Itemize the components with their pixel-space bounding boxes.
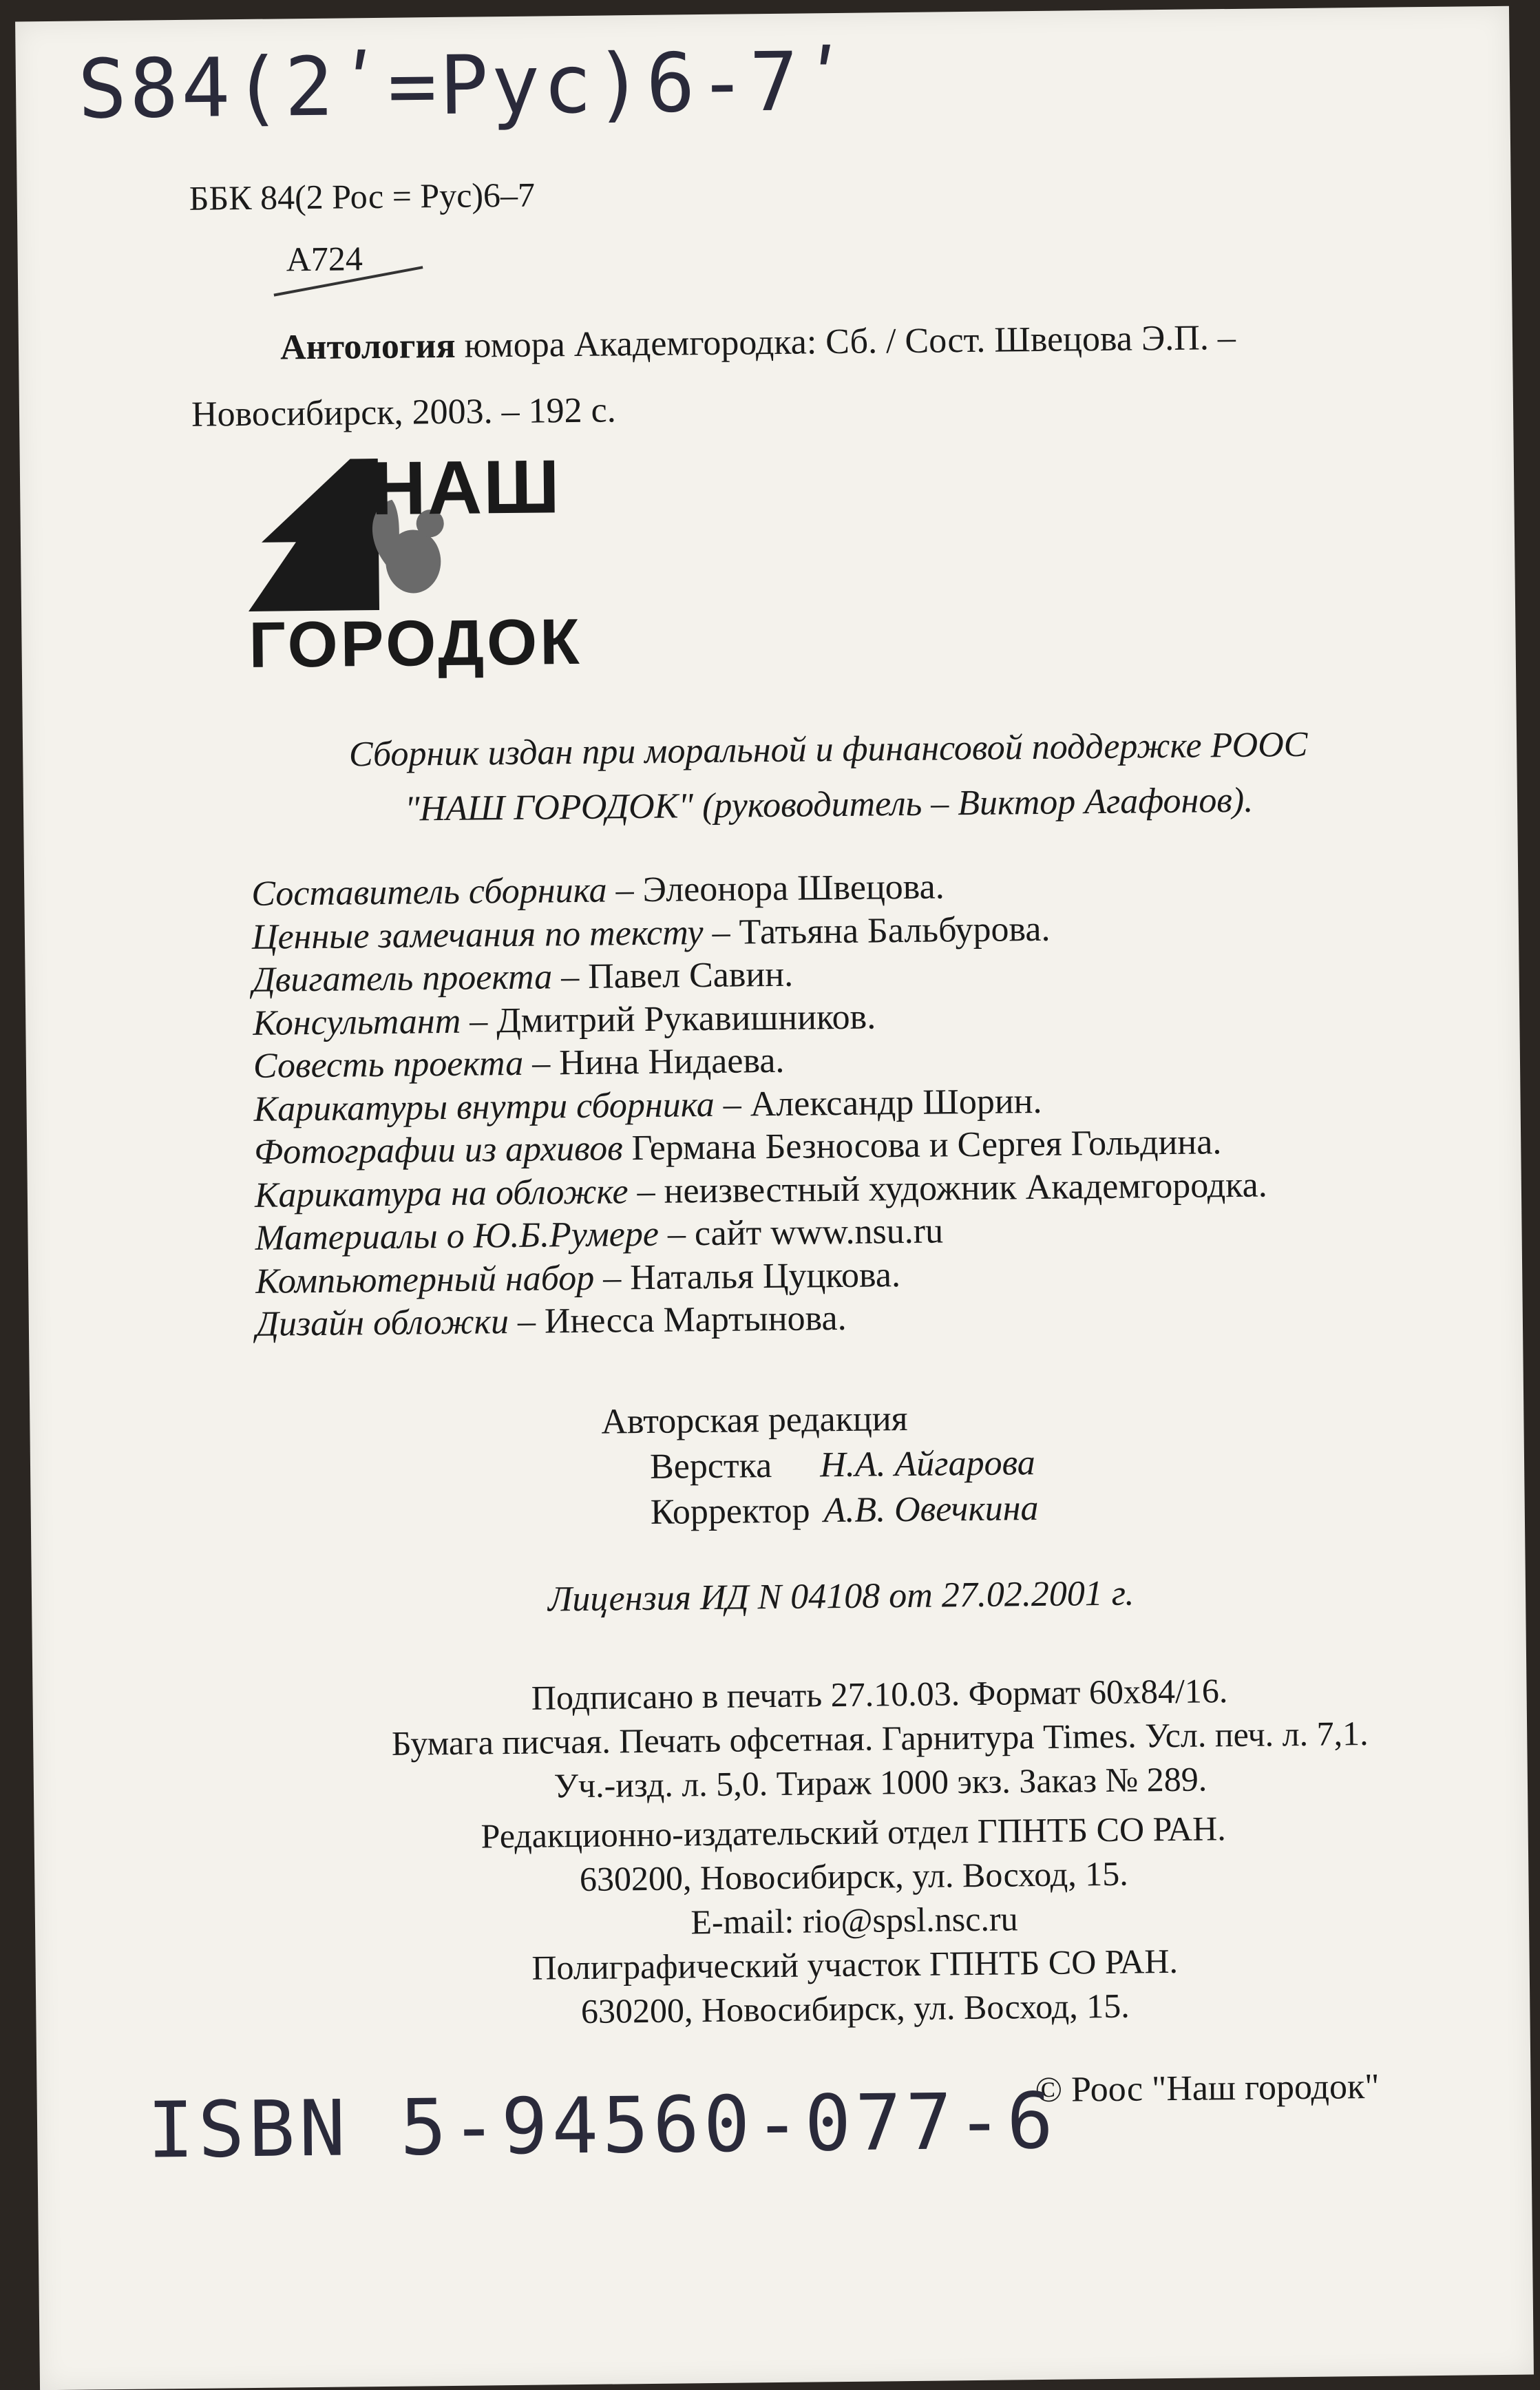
credit-value: – сайт www.nsu.ru <box>658 1211 944 1254</box>
credit-value: – неизвестный художник Академгородка. <box>628 1165 1267 1211</box>
credit-role: Материалы о Ю.Б.Румере <box>255 1214 660 1258</box>
logo-word-nash: НАШ <box>370 444 562 532</box>
annotation-title: Антология <box>279 326 456 368</box>
handwritten-classification: S84(2ʹ=Рус)6-7ʹ <box>77 33 854 137</box>
book-page <box>15 6 1534 2390</box>
author-code: А724 <box>286 239 363 279</box>
credit-value: – Татьяна Бальбурова. <box>703 909 1051 952</box>
publisher-line: Полиграфический участок ГПНТБ СО РАН. <box>531 1941 1179 1987</box>
layout-label: Верстка <box>649 1446 772 1487</box>
publisher-line: Редакционно-издательский отдел ГПНТБ СО РАН. <box>481 1809 1226 1856</box>
print-info-line: Уч.-изд. л. 5,0. Тираж 1000 экз. Заказ № 289. <box>553 1759 1207 1805</box>
logo-word-gorodok: ГОРОДОК <box>248 605 583 681</box>
publisher-line: 630200, Новосибирск, ул. Восход, 15. <box>580 1986 1130 2031</box>
credit-value: – Наталья Цуцкова. <box>593 1255 901 1298</box>
layout-row <box>602 1440 1038 1491</box>
print-info-line: Бумага писчая. Печать офсетная. Гарнитура Times. Усл. печ. л. 7,1. <box>391 1714 1369 1763</box>
credit-value: – Нина Нидаева. <box>523 1040 785 1083</box>
license-line: Лицензия ИД N 04108 от 27.02.2001 г. <box>547 1573 1135 1619</box>
credit-role: Двигатель проекта <box>252 957 553 1000</box>
sponsor-line-2: "НАШ ГОРОДОК" (руководитель – Виктор Агафонов). <box>404 780 1254 829</box>
credit-role: Ценные замечания по тексту <box>251 912 704 957</box>
credit-value: – Элеонора Швецова. <box>606 867 945 910</box>
credit-role: Фотографии из архивов <box>253 1129 623 1172</box>
layout-name: Н.А. Айгарова <box>819 1443 1036 1485</box>
handwritten-isbn: ISBN 5-94560-077-6 <box>147 2076 1058 2176</box>
credit-role: Карикатура на обложке <box>254 1171 629 1215</box>
credit-role: Консультант <box>252 1001 461 1043</box>
sponsor-note <box>188 715 1470 839</box>
credit-role: Карикатуры внутри сборника <box>253 1084 715 1129</box>
proof-name: А.В. Овечкина <box>823 1489 1039 1531</box>
annotation-text: юмора Академгородка: Сб. / Сост. Швецова Э.П. – Новосибирск, 2003. – 192 с. <box>191 317 1236 434</box>
editorial-block <box>601 1395 1039 1536</box>
publisher-logo <box>247 442 622 694</box>
credit-role: Компьютерный набор <box>255 1258 595 1301</box>
editorial-heading: Авторская редакция <box>601 1398 908 1442</box>
print-info-line: Подписано в печать 27.10.03. Формат 60х84/16. <box>531 1671 1228 1717</box>
credit-role: Совесть проекта <box>253 1043 524 1086</box>
bbk-code: ББК 84(2 Рос = Рус)6–7 <box>189 175 536 218</box>
credit-value: – Дмитрий Рукавишников. <box>460 996 876 1041</box>
credit-value: – Инесса Мартынова. <box>508 1298 847 1342</box>
credit-value: – Павел Савин. <box>551 954 794 997</box>
proof-label: Корректор <box>650 1491 810 1532</box>
credits-list <box>251 860 1495 1346</box>
proof-row <box>602 1486 1038 1536</box>
publisher-line: 630200, Новосибирск, ул. Восход, 15. <box>579 1854 1128 1899</box>
publisher-line: E-mail: rio@spsl.nsc.ru <box>690 1899 1018 1942</box>
copyright: © Роос "Наш городок" <box>1035 2066 1380 2110</box>
credit-value: Германа Безносова и Сергея Гольдина. <box>622 1122 1222 1168</box>
credit-value: – Александр Шорин. <box>714 1081 1042 1124</box>
bibliographic-annotation <box>191 303 1452 448</box>
print-info <box>294 1666 1466 1811</box>
credit-role: Дизайн обложки <box>255 1302 509 1344</box>
publisher-info <box>405 1805 1302 2035</box>
credit-role: Составитель сборника <box>251 870 607 914</box>
sponsor-line-1: Сборник издан при моральной и финансовой поддержке РООС <box>348 724 1308 775</box>
